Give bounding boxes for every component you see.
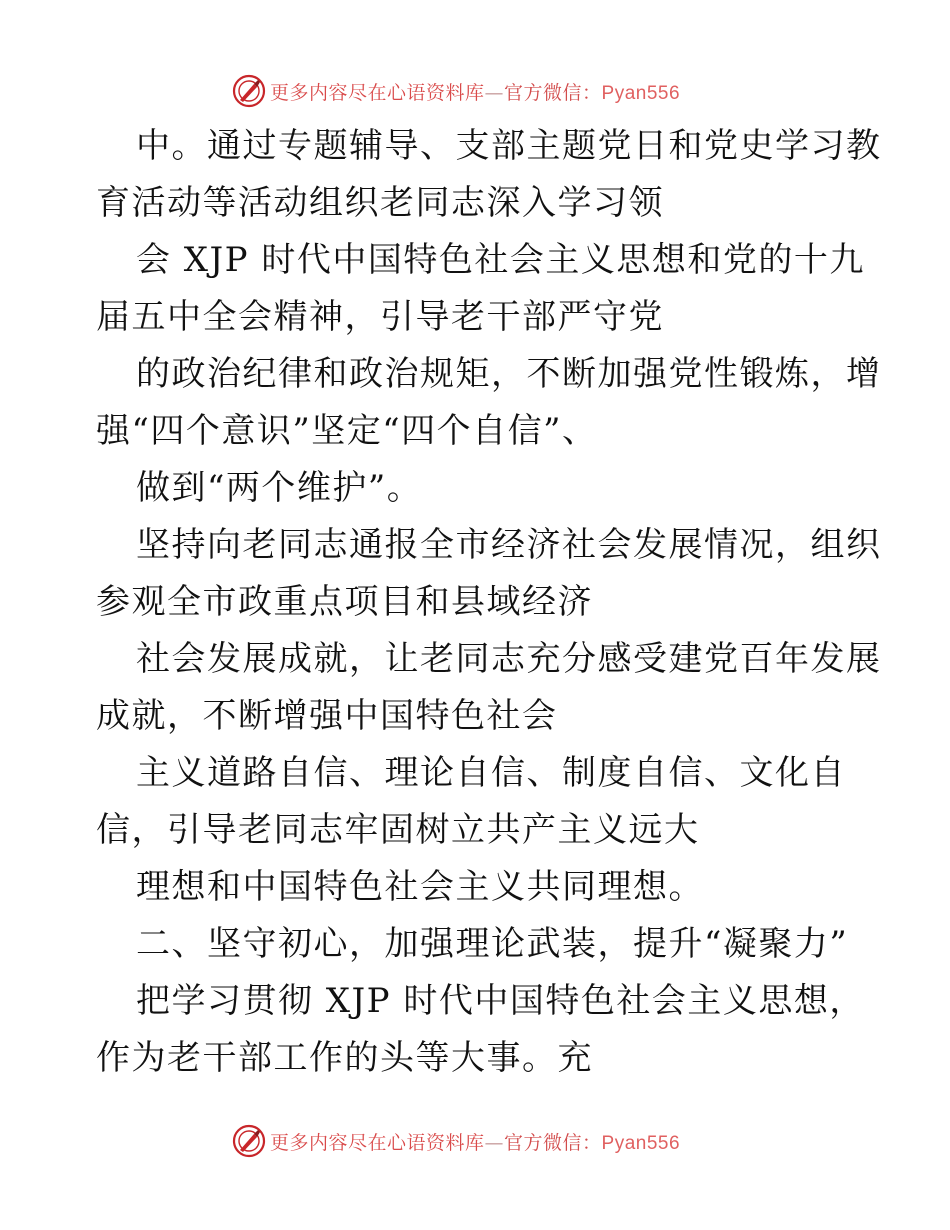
footer-watermark [232,1123,680,1159]
text-line: 的政治纪律和政治规矩，不断加强党性锻炼，增 [136,354,882,394]
watermark-wechat-id: Pyan556 [601,82,681,104]
section-heading: 二、坚守初心，加强理论武装，提升“凝聚力” [136,924,849,964]
text-line: 社会发展成就，让老同志充分感受建党百年发展 [136,639,882,679]
text-line: 参观全市政重点项目和县域经济 [96,582,593,622]
text-line: 作为老干部工作的头等大事。充 [96,1038,593,1078]
text-line: 中。通过专题辅导、支部主题党日和党史学习教 [136,126,882,166]
text-line: 强“四个意识”坚定“四个自信”、 [96,411,598,451]
watermark-site-text: 更多内容尽在心语资料库 [270,81,485,104]
text-line: 坚持向老同志通报全市经济社会发展情况，组织 [136,525,882,565]
watermark-dash: — [484,81,505,104]
text-line: 理想和中国特色社会主义共同理想。 [136,867,704,907]
text-line: 会 XJP 时代中国特色社会主义思想和党的十九 [136,240,865,280]
text-line: 把学习贯彻 XJP 时代中国特色社会主义思想， [136,981,865,1021]
watermark-wechat-id: Pyan556 [601,1132,681,1154]
watermark-text [270,78,680,105]
text-line: 信，引导老同志牢固树立共产主义远大 [96,810,700,850]
text-line: 做到“两个维护”。 [136,468,423,508]
watermark-wechat-label: 官方微信： [504,1131,602,1154]
text-line: 主义道路自信、理论自信、制度自信、文化自 [136,753,846,793]
watermark-wechat-label: 官方微信： [504,81,602,104]
watermark-dash: — [484,1131,505,1154]
text-line: 届五中全会精神，引导老干部严守党 [96,297,664,337]
header-watermark [232,73,680,109]
text-line: 育活动等活动组织老同志深入学习领 [96,183,664,223]
pen-logo-icon [232,1124,266,1158]
text-line: 成就，不断增强中国特色社会 [96,696,558,736]
watermark-site-text: 更多内容尽在心语资料库 [270,1131,485,1154]
document-body [96,118,882,1087]
pen-logo-icon [232,74,266,108]
watermark-text [270,1128,680,1155]
